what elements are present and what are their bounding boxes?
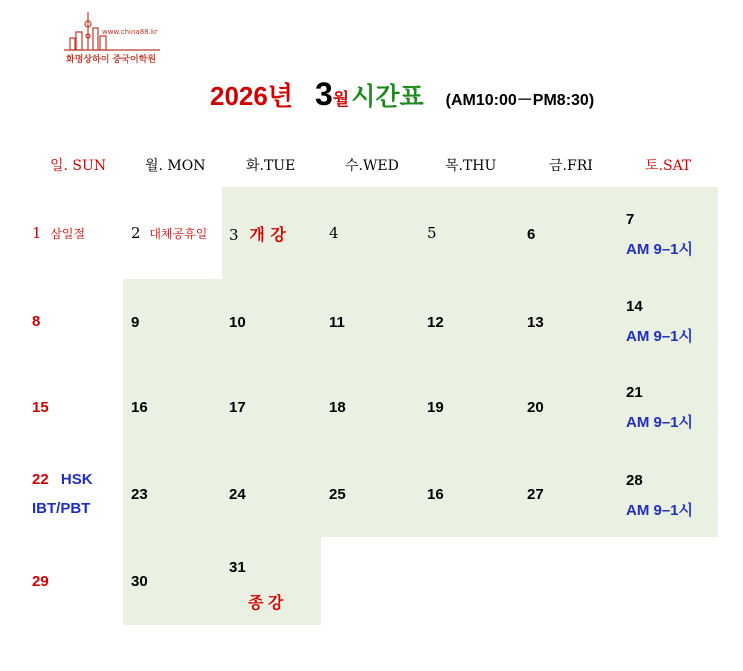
day-31: 31	[229, 559, 246, 576]
holiday-note: 삼일절	[50, 227, 86, 241]
day-21: 21	[626, 384, 643, 401]
class-end-note: 종 강	[248, 595, 284, 612]
weekday-sat: 토.SAT	[645, 158, 692, 174]
holiday-note: 대체공휴일	[149, 227, 208, 241]
title-hours: (AM10:00－PM8:30)	[445, 92, 595, 109]
page-title	[210, 76, 594, 116]
logo-school-name: 화명상하이 중국어학원	[66, 55, 157, 65]
shade-week5	[123, 537, 321, 625]
day-11: 11	[329, 314, 345, 331]
day-24: 24	[229, 486, 246, 503]
day-2	[131, 224, 207, 242]
weekday-thu: 목.THU	[445, 158, 497, 174]
day-28: 28	[626, 472, 643, 489]
day-5: 5	[427, 224, 437, 242]
weekday-wed: 수.WED	[345, 158, 399, 174]
weekday-fri: 금.FRI	[549, 158, 593, 174]
day-number: 3	[229, 226, 239, 244]
saturday-class-note: AM 9–1시	[626, 328, 694, 345]
day-25: 25	[329, 486, 346, 503]
hsk-type-note: IBT/PBT	[32, 500, 91, 517]
academy-logo	[60, 10, 170, 66]
day-7: 7	[626, 211, 635, 228]
shade-week1	[222, 187, 718, 279]
day-number: 22	[32, 471, 49, 488]
day-17: 17	[229, 399, 246, 416]
day-20: 20	[527, 399, 544, 416]
day-30: 30	[131, 573, 148, 590]
class-start-note: 개 강	[249, 225, 286, 244]
day-13: 13	[527, 314, 544, 331]
day-4: 4	[329, 224, 339, 242]
day-1	[32, 224, 85, 242]
day-number: 1	[32, 224, 42, 242]
day-22	[32, 471, 93, 488]
title-year: 2026년	[210, 81, 293, 111]
day-26: 16	[427, 486, 444, 503]
day-23: 23	[131, 486, 148, 503]
saturday-class-note: AM 9–1시	[626, 414, 694, 431]
title-month: 3	[314, 76, 333, 112]
day-number: 2	[131, 224, 141, 242]
weekday-tue: 화.TUE	[246, 158, 296, 174]
day-15: 15	[32, 399, 49, 416]
day-8: 8	[32, 313, 41, 330]
day-19: 19	[427, 399, 444, 416]
saturday-class-note: AM 9–1시	[626, 502, 694, 519]
day-6: 6	[527, 226, 536, 243]
day-12: 12	[427, 314, 444, 331]
day-3	[229, 222, 286, 245]
day-9: 9	[131, 314, 140, 331]
day-16: 16	[131, 399, 148, 416]
day-18: 18	[329, 399, 346, 416]
saturday-class-note: AM 9–1시	[626, 241, 694, 258]
day-27: 27	[527, 486, 544, 503]
weekday-mon: 월. MON	[145, 158, 206, 174]
logo-url: www.china88.kr	[102, 28, 158, 36]
title-month-suffix: 월	[332, 90, 350, 110]
day-29: 29	[32, 573, 49, 590]
weekday-sun: 일. SUN	[50, 158, 107, 174]
hsk-note: HSK	[60, 471, 93, 488]
title-schedule: 시간표	[351, 82, 424, 111]
day-10: 10	[229, 314, 246, 331]
day-14: 14	[626, 298, 643, 315]
